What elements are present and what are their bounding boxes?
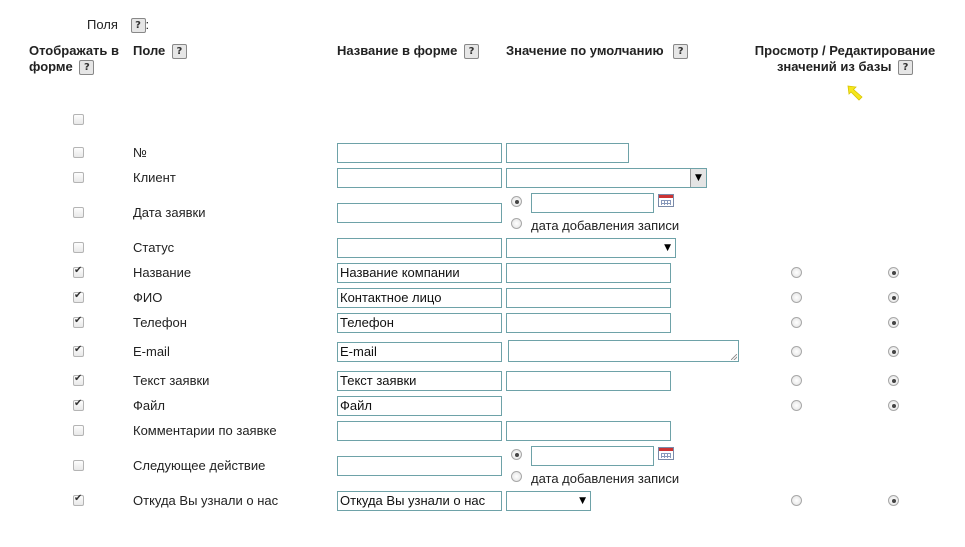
dropdown-arrow-icon: ▼ — [579, 496, 586, 506]
form-name-input[interactable] — [337, 168, 502, 188]
field-label: № — [133, 145, 147, 160]
date-input[interactable] — [531, 193, 654, 213]
default-value-textarea[interactable] — [508, 340, 739, 362]
field-label: Следующее действие — [133, 458, 266, 473]
form-name-input[interactable]: Название компании — [337, 263, 502, 283]
show-checkbox[interactable] — [73, 172, 84, 183]
default-value-input[interactable] — [506, 288, 671, 308]
edit-radio[interactable] — [888, 400, 899, 411]
field-label: Телефон — [133, 315, 187, 330]
form-name-input[interactable] — [337, 421, 502, 441]
form-name-input[interactable]: Контактное лицо — [337, 288, 502, 308]
calendar-icon[interactable] — [658, 194, 674, 207]
view-radio[interactable] — [791, 267, 802, 278]
fields-title-suffix: : — [145, 17, 150, 32]
default-value-input[interactable] — [506, 371, 671, 391]
edit-radio[interactable] — [888, 375, 899, 386]
header-default-value — [506, 43, 688, 59]
field-label: ФИО — [133, 290, 163, 305]
header-show-in-form — [29, 43, 129, 75]
field-label: Файл — [133, 398, 165, 413]
calendar-icon[interactable] — [658, 447, 674, 460]
help-icon[interactable]: ? — [673, 44, 688, 59]
fields-title-label: Поля — [87, 17, 118, 32]
help-icon[interactable]: ? — [898, 60, 913, 75]
view-radio[interactable] — [791, 317, 802, 328]
default-value-input[interactable] — [506, 143, 629, 163]
header-default-value-label: Значение по умолчанию — [506, 43, 664, 58]
field-label: Дата заявки — [133, 205, 206, 220]
help-icon[interactable]: ? — [172, 44, 187, 59]
date-custom-radio[interactable] — [511, 196, 522, 207]
header-view-edit — [745, 43, 945, 75]
field-label: Комментарии по заявке — [133, 423, 277, 438]
edit-radio[interactable] — [888, 346, 899, 357]
form-name-input[interactable] — [337, 143, 502, 163]
header-field-label: Поле — [133, 43, 166, 58]
show-checkbox[interactable] — [73, 375, 84, 386]
header-form-name — [337, 43, 479, 59]
form-name-input[interactable] — [337, 203, 502, 223]
show-checkbox[interactable] — [73, 460, 84, 471]
show-checkbox[interactable] — [73, 346, 84, 357]
date-added-label: дата добавления записи — [531, 218, 680, 233]
field-label: Текст заявки — [133, 373, 210, 388]
date-input[interactable] — [531, 446, 654, 466]
show-checkbox[interactable] — [73, 495, 84, 506]
help-icon[interactable]: ? — [464, 44, 479, 59]
show-checkbox[interactable] — [73, 207, 84, 218]
form-name-input[interactable]: Файл — [337, 396, 502, 416]
help-icon[interactable]: ? — [131, 18, 146, 33]
field-label: Название — [133, 265, 192, 280]
show-checkbox[interactable] — [73, 147, 84, 158]
header-show-in-form-label: Отображать в форме — [29, 43, 120, 74]
dropdown-arrow-icon: ▼ — [690, 169, 706, 187]
default-value-select[interactable] — [506, 491, 591, 511]
show-checkbox[interactable] — [73, 317, 84, 328]
edit-radio[interactable] — [888, 267, 899, 278]
default-value-select[interactable] — [506, 168, 707, 188]
edit-radio[interactable] — [888, 292, 899, 303]
date-custom-radio[interactable] — [511, 449, 522, 460]
field-label: Клиент — [133, 170, 176, 185]
select-all-checkbox[interactable] — [73, 114, 84, 125]
form-name-input[interactable] — [337, 238, 502, 258]
field-label: Откуда Вы узнали о нас — [133, 493, 279, 508]
default-value-input[interactable] — [506, 263, 671, 283]
default-value-select[interactable] — [506, 238, 676, 258]
pointer-arrow-icon — [846, 84, 864, 102]
show-checkbox[interactable] — [73, 425, 84, 436]
view-radio[interactable] — [791, 375, 802, 386]
dropdown-arrow-icon: ▼ — [664, 243, 671, 253]
date-added-radio[interactable] — [511, 218, 522, 229]
date-added-label: дата добавления записи — [531, 471, 680, 486]
form-name-input[interactable] — [337, 456, 502, 476]
form-name-input[interactable]: Телефон — [337, 313, 502, 333]
edit-radio[interactable] — [888, 495, 899, 506]
header-view-edit-label: Просмотр / Редактирование значений из базы — [754, 43, 936, 74]
header-field — [133, 43, 187, 59]
show-checkbox[interactable] — [73, 242, 84, 253]
view-radio[interactable] — [791, 292, 802, 303]
default-value-input[interactable] — [506, 313, 671, 333]
edit-radio[interactable] — [888, 317, 899, 328]
form-name-input[interactable]: Текст заявки — [337, 371, 502, 391]
show-checkbox[interactable] — [73, 267, 84, 278]
view-radio[interactable] — [791, 346, 802, 357]
show-checkbox[interactable] — [73, 292, 84, 303]
view-radio[interactable] — [791, 400, 802, 411]
help-icon[interactable]: ? — [79, 60, 94, 75]
field-label: Статус — [133, 240, 175, 255]
form-name-input[interactable]: Откуда Вы узнали о нас — [337, 491, 502, 511]
date-added-radio[interactable] — [511, 471, 522, 482]
header-form-name-label: Название в форме — [337, 43, 458, 58]
view-radio[interactable] — [791, 495, 802, 506]
default-value-input[interactable] — [506, 421, 671, 441]
form-name-input[interactable]: E-mail — [337, 342, 502, 362]
field-label: E-mail — [133, 344, 170, 359]
fields-section-title — [87, 17, 149, 33]
show-checkbox[interactable] — [73, 400, 84, 411]
